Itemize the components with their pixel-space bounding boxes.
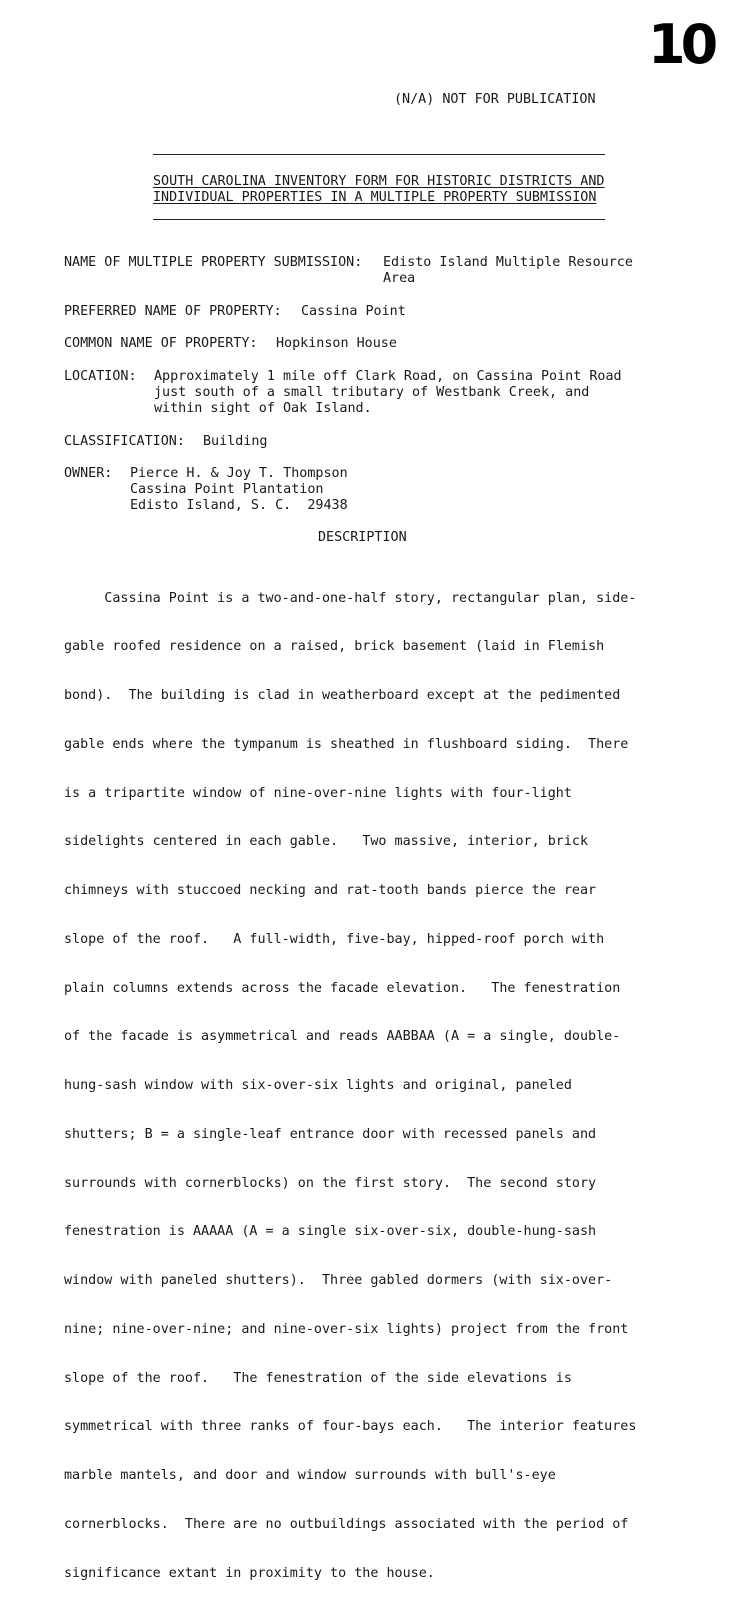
description-line: nine; nine-over-nine; and nine-over-six lights) project from the front [64, 1321, 629, 1337]
publication-status: (N/A) NOT FOR PUBLICATION [394, 92, 596, 107]
owner-line-1: Pierce H. & Joy T. Thompson [130, 466, 348, 481]
description-line: sidelights centered in each gable. Two massive, interior, brick [64, 834, 589, 850]
mps-value-line-2: Area [383, 271, 416, 286]
owner-line-2: Cassina Point Plantation [130, 482, 324, 497]
description-line: slope of the roof. A full-width, five-bay, hipped-roof porch with [64, 931, 605, 947]
owner-line-3: Edisto Island, S. C. 29438 [130, 498, 348, 513]
mps-value-line-1: Edisto Island Multiple Resource [383, 255, 633, 270]
description-line: gable roofed residence on a raised, brick basement (laid in Flemish [64, 639, 605, 655]
title-bottom-rule [153, 219, 605, 220]
common-name-label: COMMON NAME OF PROPERTY: [64, 336, 258, 351]
description-line: symmetrical with three ranks of four-bays each. The interior features [64, 1419, 637, 1435]
title-top-rule [153, 154, 605, 155]
description-line: Cassina Point is a two-and-one-half story, rectangular plan, side- [64, 590, 637, 606]
description-line: bond). The building is clad in weatherboard except at the pedimented [64, 688, 621, 703]
description-line: significance extant in proximity to the house. [64, 1565, 435, 1581]
description-line: hung-sash window with six-over-six lights and original, paneled [64, 1078, 572, 1093]
description-body [64, 558, 649, 1614]
description-line: chimneys with stuccoed necking and rat-tooth bands pierce the rear [64, 883, 597, 898]
page-number: 10 [648, 13, 714, 76]
form-title-line-1: SOUTH CAROLINA INVENTORY FORM FOR HISTORIC DISTRICTS AND [153, 174, 605, 189]
location-line-2: just south of a small tributary of Westbank Creek, and [154, 385, 590, 400]
description-heading: DESCRIPTION [318, 530, 407, 545]
description-line: window with paneled shutters). Three gabled dormers (with six-over- [64, 1273, 613, 1288]
location-line-1: Approximately 1 mile off Clark Road, on Cassina Point Road [154, 369, 622, 384]
form-title-line-2: INDIVIDUAL PROPERTIES IN A MULTIPLE PROPERTY SUBMISSION [153, 190, 597, 205]
description-line: gable ends where the tympanum is sheathed in flushboard siding. There [64, 736, 629, 752]
mps-label: NAME OF MULTIPLE PROPERTY SUBMISSION: [64, 255, 363, 270]
description-line: surrounds with cornerblocks) on the first story. The second story [64, 1175, 597, 1191]
preferred-name-value: Cassina Point [301, 304, 406, 319]
description-line: of the facade is asymmetrical and reads AABBAA (A = a single, double- [64, 1029, 621, 1045]
classification-value: Building [203, 434, 268, 449]
description-line: is a tripartite window of nine-over-nine lights with four-light [64, 785, 572, 801]
description-line: slope of the roof. The fenestration of the side elevations is [64, 1370, 572, 1386]
preferred-name-label: PREFERRED NAME OF PROPERTY: [64, 304, 282, 319]
description-line: shutters; B = a single-leaf entrance door with recessed panels and [64, 1126, 597, 1142]
location-label: LOCATION: [64, 369, 137, 384]
description-line: plain columns extends across the facade elevation. The fenestration [64, 980, 621, 996]
description-line: marble mantels, and door and window surrounds with bull's-eye [64, 1468, 556, 1483]
description-line: fenestration is AAAAA (A = a single six-over-six, double-hung-sash [64, 1224, 597, 1240]
location-line-3: within sight of Oak Island. [154, 401, 372, 416]
description-line: cornerblocks. There are no outbuildings associated with the period of [64, 1516, 629, 1532]
common-name-value: Hopkinson House [276, 336, 397, 351]
owner-label: OWNER: [64, 466, 113, 481]
classification-label: CLASSIFICATION: [64, 434, 185, 449]
